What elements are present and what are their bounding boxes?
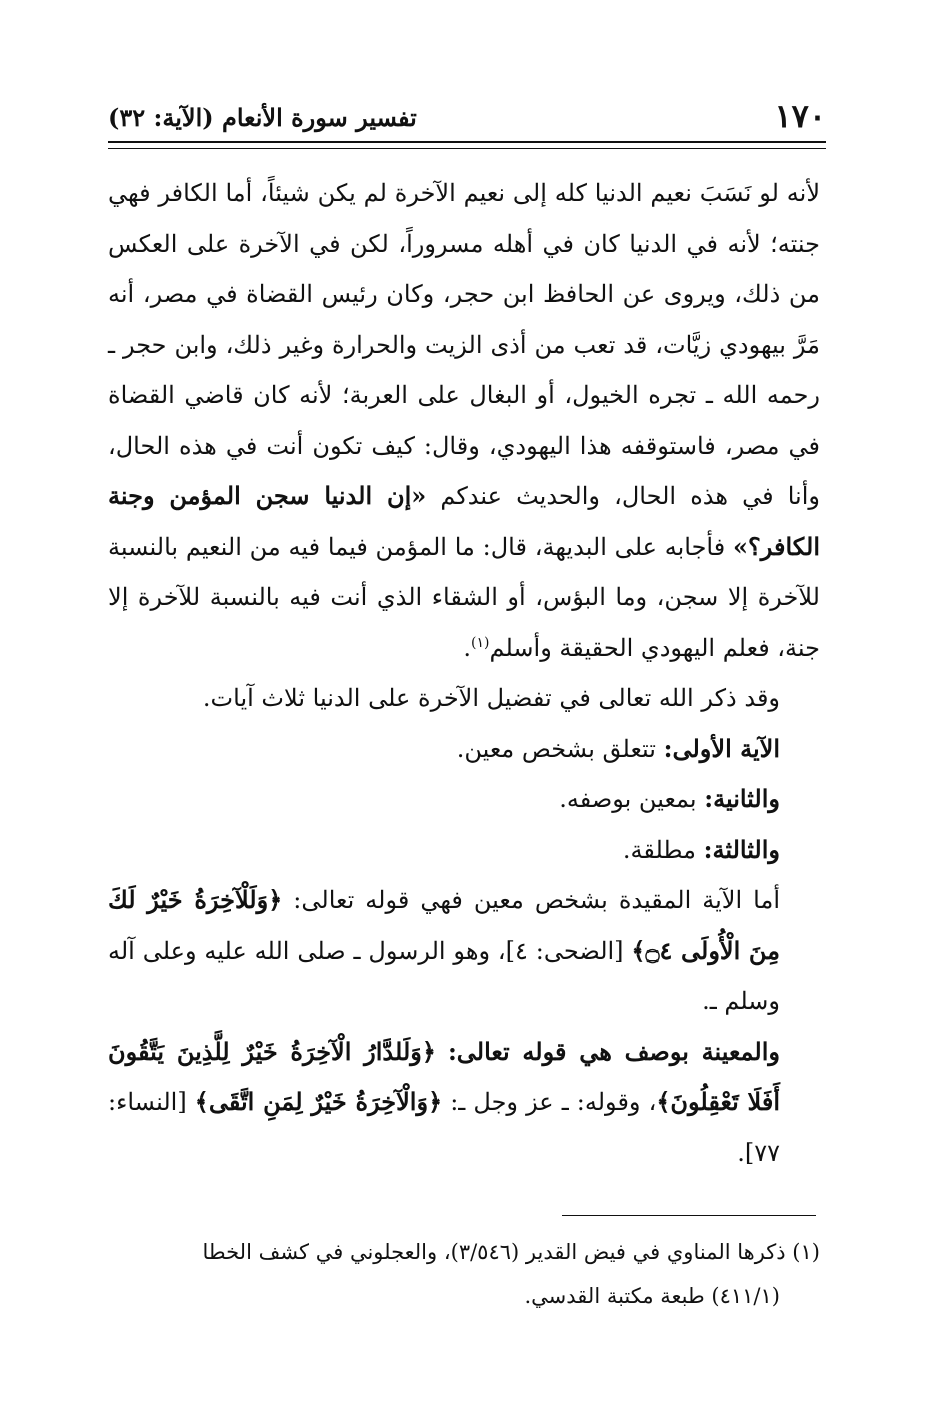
list-item-2-label: والثانية: xyxy=(704,784,780,813)
list-item-1-text: تتعلق بشخص معين. xyxy=(456,734,656,763)
paragraph-4 xyxy=(108,1027,820,1179)
list-item-3 xyxy=(108,825,820,876)
hadith-quote: «إن الدنيا سجن المؤمن وجنة الكافر؟» xyxy=(108,481,820,561)
paragraph-1 xyxy=(108,168,820,673)
header-rule-thick xyxy=(108,141,826,143)
quran-verse-2: ﴿وَلَلدَّارُ الْآخِرَةُ خَيْرٌ لِلَّذِينَ يَتَّقُونَ أَفَلَا تَعْقِلُونَ﴾ xyxy=(108,1036,781,1116)
quran-verse-3: ﴿وَالْآخِرَةُ خَيْرٌ لِمَنِ اتَّقَى﴾ xyxy=(194,1087,443,1116)
list-item-2-text: بمعين بوصفه. xyxy=(559,785,697,813)
page-header xyxy=(108,96,826,142)
paragraph-1-end: . xyxy=(463,633,472,662)
footnote xyxy=(108,1230,820,1318)
page-number: ١٧٠ xyxy=(774,97,826,135)
paragraph-4-lead: والمعينة بوصف هي قوله تعالى: xyxy=(447,1036,780,1066)
footnote-separator xyxy=(562,1215,816,1216)
paragraph-1-text-cont: فأجابه على البديهة، قال: ما المؤمن فيما فيه من النعيم بالنسبة للآخرة إلا سجن، وما البؤس، أو الشقاء الذي أنت فيه بالنسبة للآخرة إلا جنة، فعلم اليهودي الحقيقة وأسلم xyxy=(108,532,820,662)
list-item-2 xyxy=(108,774,820,825)
list-item-3-label: والثالثة: xyxy=(703,834,780,864)
paragraph-3-text-cont: [الضحى: ٤]، وهو الرسول ـ صلى الله عليه وعلى آله وسلم ـ. xyxy=(108,936,780,1015)
quran-verse: ﴿وَلَلْآخِرَةُ خَيْرٌ لَكَ مِنَ الْأُولَى ۝٤﴾ xyxy=(108,885,780,965)
running-title: تفسير سورة الأنعام (الآية: ٣٢) xyxy=(108,103,417,132)
list-item-3-text: مطلقة. xyxy=(622,835,696,864)
verse-reference: [النساء: ٧٧]. xyxy=(108,1088,780,1167)
paragraph-3-text: أما الآية المقيدة بشخص معين فهي قوله تعالى: xyxy=(293,886,780,914)
footnote-ref: (١) xyxy=(471,634,490,651)
footnote-line-1: (١) ذكرها المناوي في فيض القدير (٣/٥٤٦)، والعجلوني في كشف الخطا xyxy=(202,1240,820,1264)
main-text xyxy=(108,168,820,1178)
paragraph-2: وقد ذكر الله تعالى في تفضيل الآخرة على الدنيا ثلاث آيات. xyxy=(202,684,780,712)
footnote-line-2: (٤١١/١) طبعة مكتبة القدسي. xyxy=(524,1284,780,1308)
paragraph-4-text: ، وقوله: ـ عز وجل ـ: xyxy=(450,1088,657,1116)
paragraph-1-text: لأنه لو نَسَبَ نعيم الدنيا كله إلى نعيم الآخرة لم يكن شيئاً، أما الكافر فهي جنته؛ لأنه في الدنيا كان في أهله مسروراً، لكن في الآخرة على العكس من ذلك، ويروى عن الحافظ ابن حجر، وكان رئيس القضاة في مصر، أنه مَرَّ بيهودي زيَّات، قد تعب من أذى الزيت والحرارة وغير ذلك، وابن حجر ـ رحمه الله ـ تجره الخيول، أو البغال على العربة؛ لأنه كان قاضي القضاة في مصر، فاستوقفه هذا اليهودي، وقال: كيف تكون أنت في هذه الحال، وأنا في هذه الحال، والحديث عندكم xyxy=(108,179,820,510)
list-item-1 xyxy=(108,724,820,775)
header-rule-thin xyxy=(108,148,826,149)
list-item-1-label: الآية الأولى: xyxy=(663,733,780,763)
paragraph-3 xyxy=(108,875,820,1027)
